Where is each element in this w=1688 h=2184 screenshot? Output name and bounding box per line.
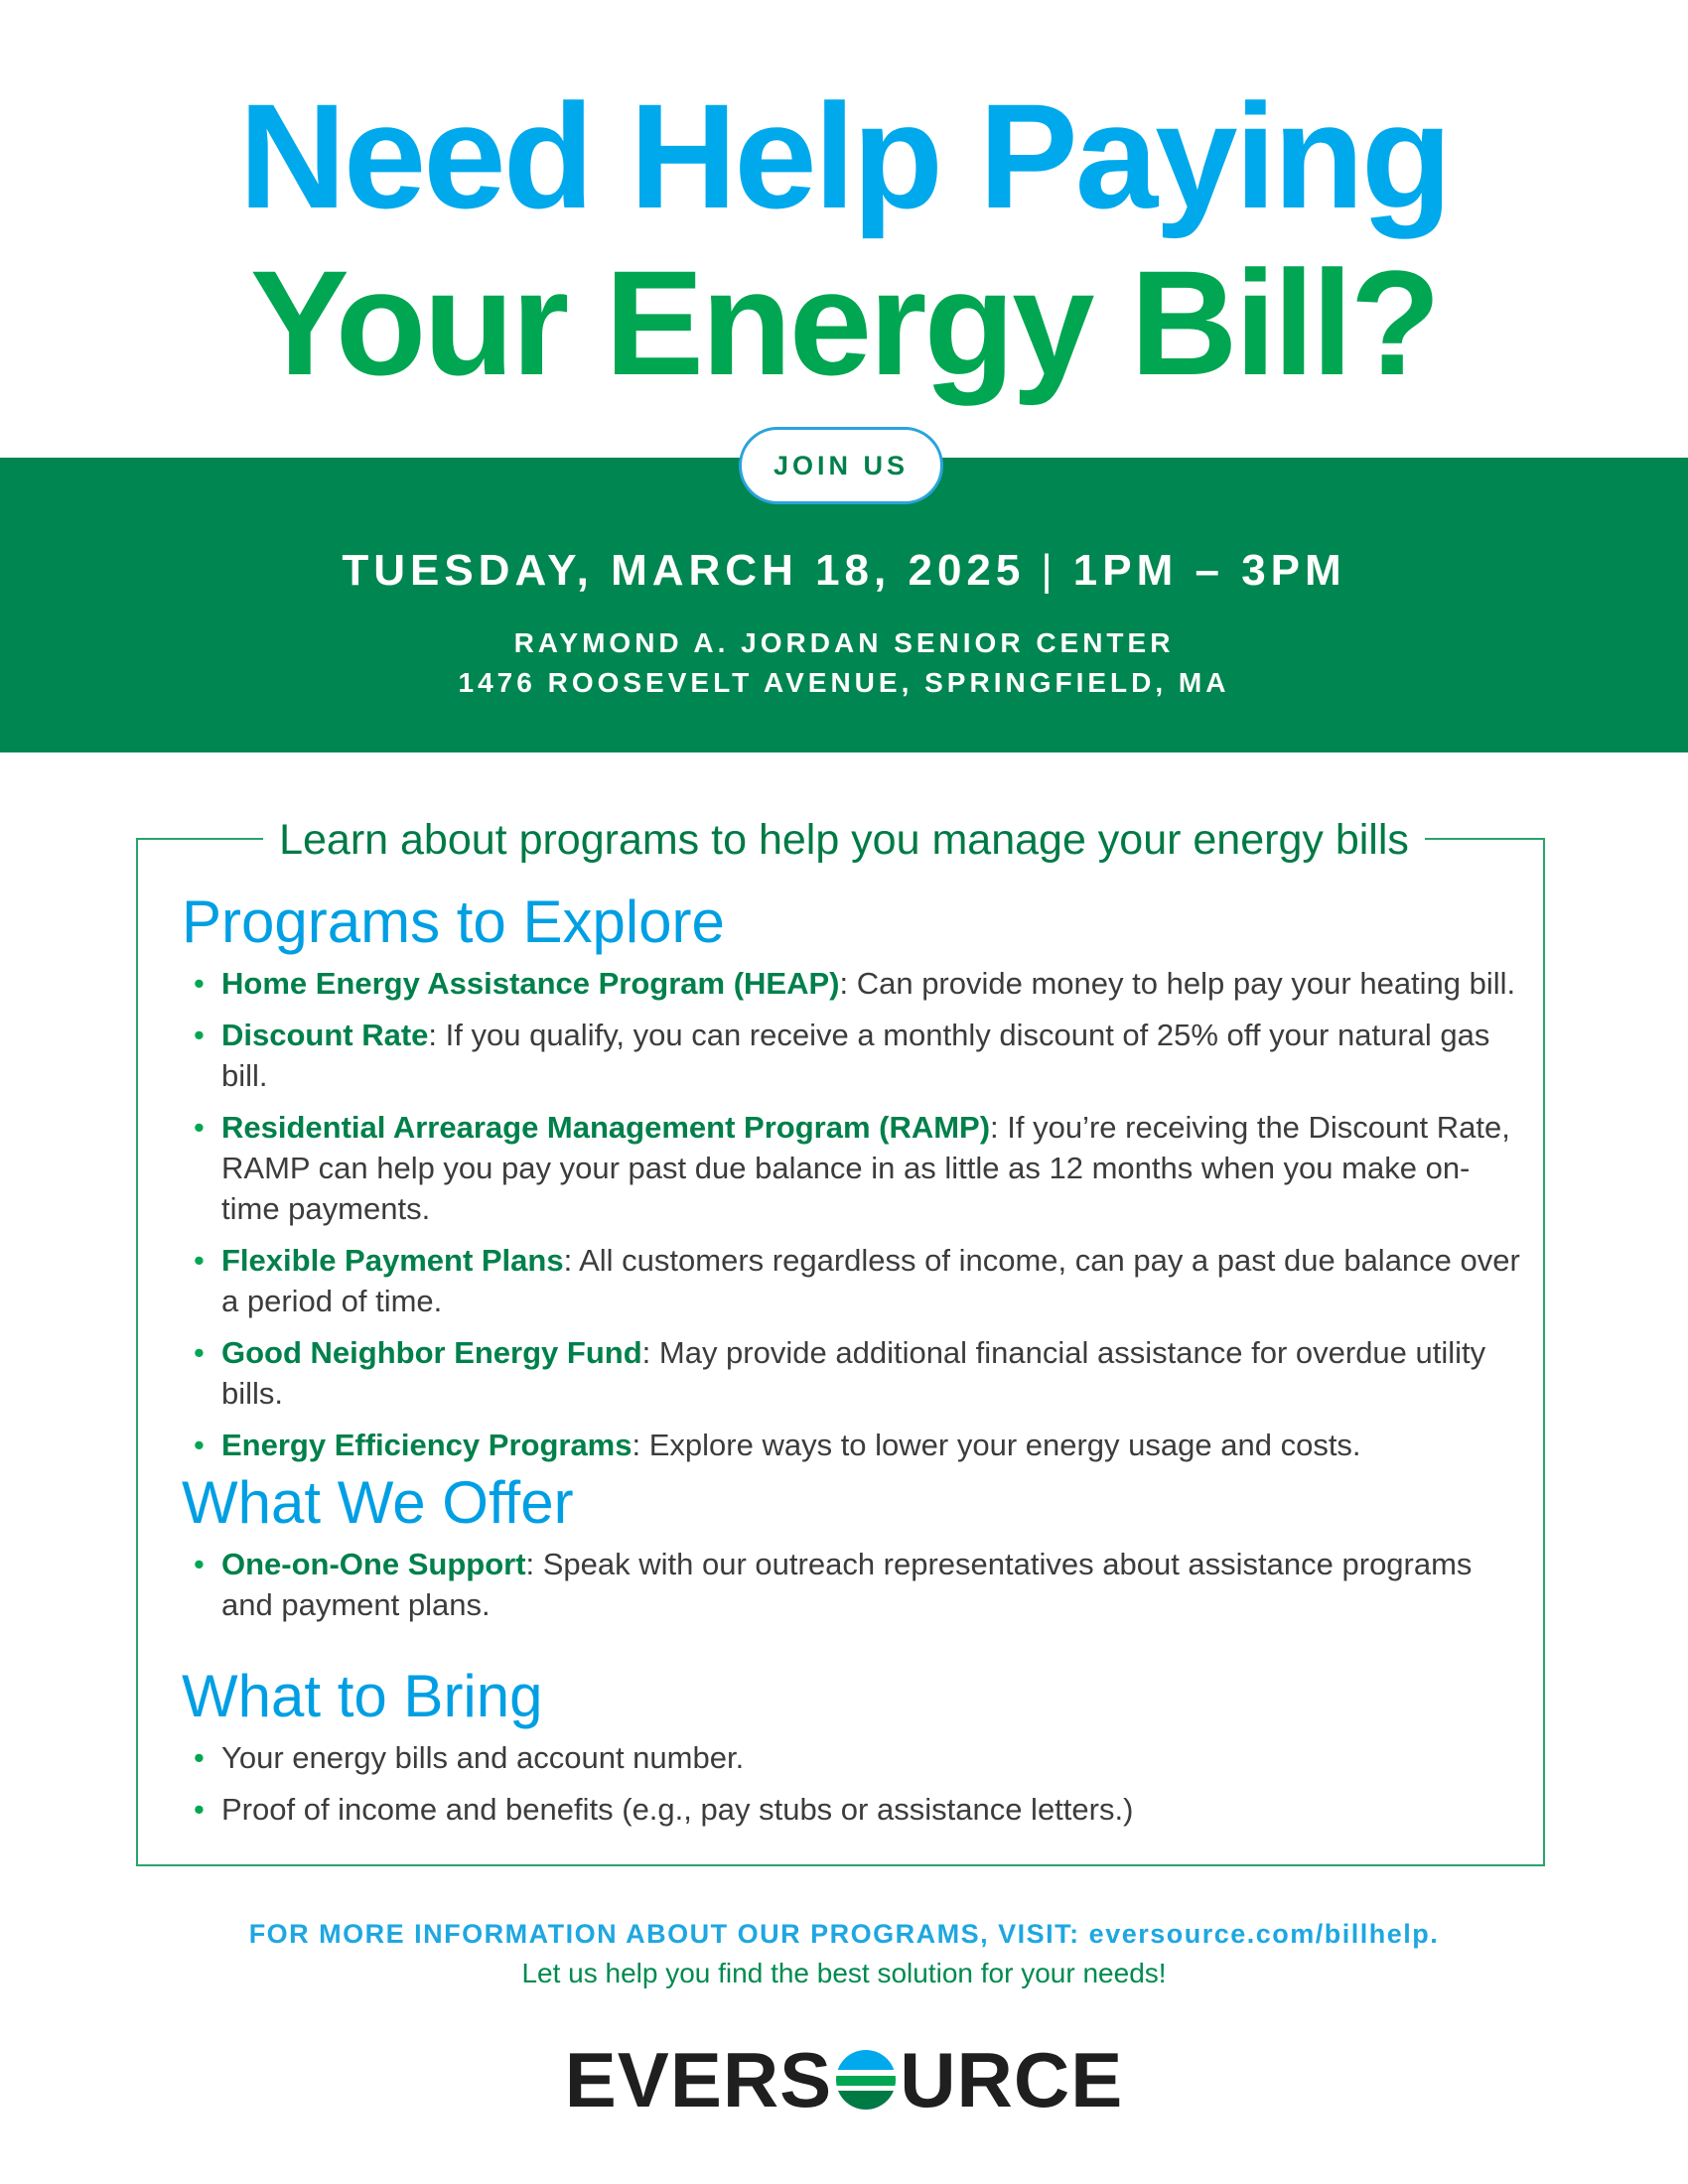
program-name: Flexible Payment Plans bbox=[221, 1243, 564, 1278]
program-item-energy-efficiency bbox=[194, 1425, 1524, 1465]
event-separator: | bbox=[1041, 546, 1057, 595]
venue-address: 1476 ROOSEVELT AVENUE, SPRINGFIELD, MA bbox=[458, 667, 1230, 698]
headline-line-1: Need Help Paying bbox=[238, 72, 1450, 239]
program-item-ramp bbox=[194, 1107, 1524, 1229]
logo-text-right: URCE bbox=[900, 2036, 1124, 2123]
program-item-discount-rate bbox=[194, 1015, 1524, 1096]
bring-title: What to Bring bbox=[182, 1663, 543, 1729]
event-time: 1PM – 3PM bbox=[1072, 546, 1346, 595]
bring-list bbox=[194, 1737, 1524, 1841]
event-date: TUESDAY, MARCH 18, 2025 bbox=[342, 546, 1026, 595]
logo-text-left: EVERS bbox=[564, 2036, 833, 2123]
billhelp-link[interactable]: eversource.com/billhelp. bbox=[1088, 1919, 1440, 1949]
offer-title: What We Offer bbox=[182, 1469, 574, 1536]
program-item-heap bbox=[194, 963, 1524, 1004]
more-info-line bbox=[0, 1914, 1688, 1954]
programs-title: Programs to Explore bbox=[182, 888, 725, 955]
more-info-text: FOR MORE INFORMATION ABOUT OUR PROGRAMS, VISIT: bbox=[248, 1919, 1089, 1949]
eversource-logo bbox=[0, 2036, 1688, 2123]
program-description: : If you qualify, you can receive a monthly discount of 25% off your natural gas bill. bbox=[221, 1018, 1490, 1093]
program-description: : If you’re receiving the Discount Rate, RAMP can help you pay your past due balance in as little as 12 months when you make on-time payments. bbox=[221, 1110, 1510, 1226]
offer-list bbox=[194, 1544, 1524, 1636]
logo-globe-icon bbox=[834, 2048, 898, 2112]
offer-name: One-on-One Support bbox=[221, 1547, 526, 1581]
offer-description: : Speak with our outreach representatives about assistance programs and payment plans. bbox=[221, 1547, 1473, 1622]
offer-item-support bbox=[194, 1544, 1524, 1625]
venue-name: RAYMOND A. JORDAN SENIOR CENTER bbox=[513, 627, 1175, 658]
program-name: Good Neighbor Energy Fund bbox=[221, 1335, 642, 1370]
bring-item: • Your energy bills and account number. bbox=[194, 1737, 1524, 1778]
program-name: Home Energy Assistance Program (HEAP) bbox=[221, 966, 840, 1001]
join-us-badge: JOIN US bbox=[739, 427, 943, 504]
program-name: Discount Rate bbox=[221, 1018, 429, 1052]
bring-item: • Proof of income and benefits (e.g., pay stubs or assistance letters.) bbox=[194, 1789, 1524, 1830]
event-datetime bbox=[0, 541, 1688, 601]
program-item-flexible-payment bbox=[194, 1240, 1524, 1321]
program-name: Energy Efficiency Programs bbox=[221, 1428, 633, 1462]
program-description: : All customers regardless of income, can pay a past due balance over a period of time. bbox=[221, 1243, 1520, 1318]
program-name: Residential Arrearage Management Program (RAMP) bbox=[221, 1110, 991, 1145]
help-tagline: Let us help you find the best solution for your needs! bbox=[521, 1958, 1167, 1988]
program-description: : Can provide money to help pay your heating bill. bbox=[839, 966, 1516, 1001]
program-description: : Explore ways to lower your energy usage and costs. bbox=[632, 1428, 1361, 1462]
headline-line-2: Your Energy Bill? bbox=[249, 239, 1439, 406]
content-box-caption-text: Learn about programs to help you manage your energy bills bbox=[263, 812, 1425, 868]
program-description: : May provide additional financial assistance for overdue utility bills. bbox=[221, 1335, 1486, 1411]
programs-list bbox=[194, 963, 1524, 1476]
program-item-good-neighbor bbox=[194, 1332, 1524, 1414]
